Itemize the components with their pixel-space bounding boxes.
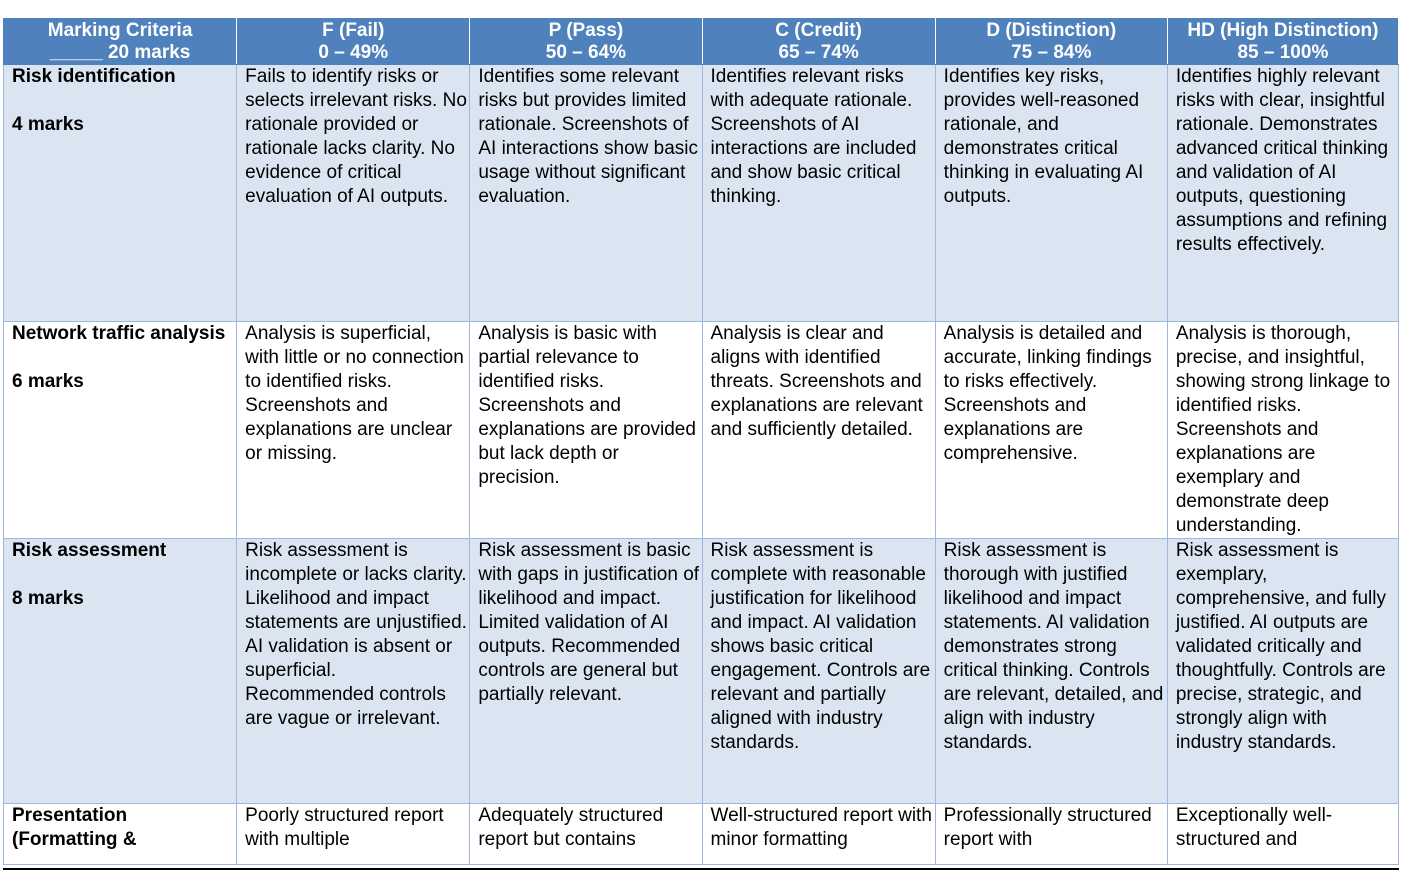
cell-distinction: Analysis is detailed and accurate, linking findings to risks effectively. Screenshots and explanations are comprehensive. — [935, 322, 1167, 539]
cell-pass: Adequately structured report but contains — [470, 804, 702, 865]
criterion-marks: 8 marks — [12, 588, 84, 609]
cell-distinction: Professionally structured report with — [935, 804, 1167, 865]
criterion-marks: 4 marks — [12, 114, 84, 135]
cell-pass: Identifies some relevant risks but provides limited rationale. Screenshots of AI interactions show basic usage without significant evaluation. — [470, 65, 702, 322]
header-distinction: D (Distinction) 75 – 84% — [935, 19, 1167, 65]
criterion-title: Presentation (Formatting & — [12, 805, 137, 850]
cell-high-distinction: Identifies highly relevant risks with clear, insightful rationale. Demonstrates advanced critical thinking and validation of AI outputs, questioning assumptions and refining results effectively. — [1167, 65, 1398, 322]
criterion-title: Risk assessment — [12, 540, 167, 561]
cell-high-distinction: Risk assessment is exemplary, comprehensive, and fully justified. AI outputs are validated critically and thoughtfully. Controls are precise, strategic, and strongly align with industry standards. — [1167, 539, 1398, 804]
header-pass: P (Pass) 50 – 64% — [470, 19, 702, 65]
row-network-traffic-analysis — [4, 322, 1399, 539]
cell-pass: Analysis is basic with partial relevance to identified risks. Screenshots and explanations are provided but lack depth or precision. — [470, 322, 702, 539]
cell-high-distinction: Analysis is thorough, precise, and insightful, showing strong linkage to identified risks. Screenshots and explanations are exemplary and demonstrate deep understanding. — [1167, 322, 1398, 539]
row-risk-assessment — [4, 539, 1399, 804]
header-high-distinction: HD (High Distinction) 85 – 100% — [1167, 19, 1398, 65]
cell-fail: Fails to identify risks or selects irrelevant risks. No rationale provided or rationale lacks clarity. No evidence of critical evaluation of AI outputs. — [237, 65, 470, 322]
cell-fail: Risk assessment is incomplete or lacks clarity. Likelihood and impact statements are unjustified. AI validation is absent or superficial. Recommended controls are vague or irrelevant. — [237, 539, 470, 804]
header-marking-criteria: Marking Criteria _____ 20 marks — [4, 19, 237, 65]
cell-fail: Analysis is superficial, with little or no connection to identified risks. Screenshots and explanations are unclear or missing. — [237, 322, 470, 539]
cell-distinction: Risk assessment is thorough with justified likelihood and impact statements. AI validation demonstrates strong critical thinking. Controls are relevant, detailed, and align with industry standards. — [935, 539, 1167, 804]
cell-credit: Analysis is clear and aligns with identified threats. Screenshots and explanations are relevant and sufficiently detailed. — [702, 322, 935, 539]
header-fail: F (Fail) 0 – 49% — [237, 19, 470, 65]
cell-high-distinction: Exceptionally well-structured and — [1167, 804, 1398, 865]
cell-fail: Poorly structured report with multiple — [237, 804, 470, 865]
row-presentation — [4, 804, 1399, 865]
criterion-title: Network traffic analysis — [12, 323, 226, 344]
criterion-cell — [4, 65, 237, 322]
row-risk-identification — [4, 65, 1399, 322]
criterion-title: Risk identification — [12, 66, 176, 87]
criterion-cell — [4, 322, 237, 539]
criterion-cell — [4, 804, 237, 865]
rubric-container — [3, 18, 1399, 870]
cell-credit: Identifies relevant risks with adequate rationale. Screenshots of AI interactions are included and show basic critical thinking. — [702, 65, 935, 322]
header-row — [4, 19, 1399, 65]
cell-credit: Well-structured report with minor formatting — [702, 804, 935, 865]
cell-distinction: Identifies key risks, provides well-reasoned rationale, and demonstrates critical thinking in evaluating AI outputs. — [935, 65, 1167, 322]
cell-credit: Risk assessment is complete with reasonable justification for likelihood and impact. AI validation shows basic critical engagement. Controls are relevant and partially aligned with industry standards. — [702, 539, 935, 804]
header-credit: C (Credit) 65 – 74% — [702, 19, 935, 65]
marking-rubric-table — [3, 18, 1399, 865]
criterion-marks: 6 marks — [12, 371, 84, 392]
criterion-cell — [4, 539, 237, 804]
cell-pass: Risk assessment is basic with gaps in justification of likelihood and impact. Limited validation of AI outputs. Recommended controls are general but partially relevant. — [470, 539, 702, 804]
